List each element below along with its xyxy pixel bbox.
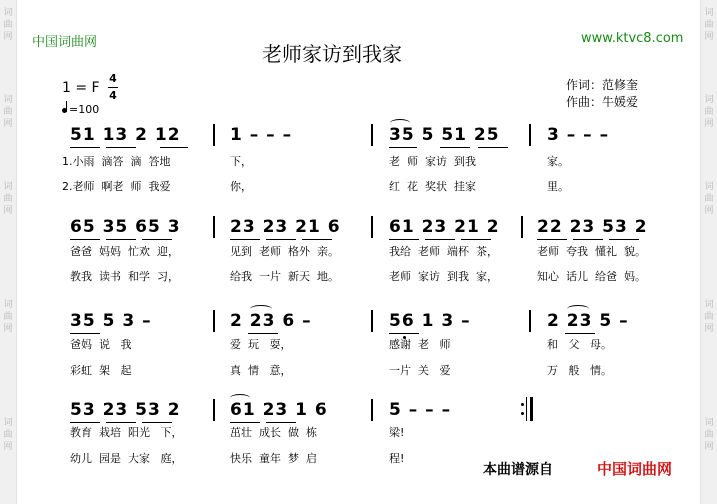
watermark-char: 网 <box>704 324 714 334</box>
row3-measure1-notes: 35 5 3 – <box>70 311 152 331</box>
eighth-underline <box>142 239 172 240</box>
row1-verse2-lyric: 红 花 奖状 挂家 <box>389 180 476 193</box>
left-watermark-strip <box>0 0 17 504</box>
row2-verse2-lyric: 知心 话儿 给爸 妈。 <box>537 270 646 283</box>
time-signature <box>108 71 118 104</box>
row1-measure4-notes: 3 – – – <box>547 125 610 145</box>
eighth-underline <box>609 239 639 240</box>
watermark-char: 网 <box>704 206 714 216</box>
row2-verse1-lyric: 见到 老师 格外 亲。 <box>230 245 339 258</box>
row3-measure2-notes: 2 23 6 – <box>230 311 312 331</box>
row1-verse2-lyric: 里。 <box>547 180 569 193</box>
repeat-dot <box>521 412 524 415</box>
watermark-char: 词 <box>704 300 714 310</box>
watermark-char: 词 <box>704 182 714 192</box>
watermark-char: 曲 <box>704 20 714 30</box>
eighth-underline <box>573 239 603 240</box>
watermark-char: 网 <box>3 119 13 129</box>
eighth-underline <box>389 147 417 148</box>
row3-verse2-lyric: 万 般 情。 <box>547 364 612 377</box>
watermark-char: 词 <box>3 182 13 192</box>
key-signature: 1 = F <box>62 80 100 96</box>
watermark-char: 词 <box>704 95 714 105</box>
watermark-char: 词 <box>3 8 13 18</box>
eighth-underline <box>106 239 136 240</box>
watermark-char: 曲 <box>3 430 13 440</box>
row3-verse1-lyric: 爸妈 说 我 <box>70 338 132 351</box>
watermark-char: 词 <box>3 418 13 428</box>
watermark-char: 网 <box>704 442 714 452</box>
row3-measure3-notes: 56 1 3 – <box>389 311 471 331</box>
bar-line <box>529 310 531 332</box>
eighth-underline <box>440 147 470 148</box>
row4-measure2-notes: 61 23 1 6 <box>230 400 328 420</box>
tempo-value: =100 <box>69 103 100 116</box>
row2-verse1-lyric: 我给 老师 端杯 茶， <box>389 245 498 258</box>
quarter-note-icon <box>62 108 67 113</box>
watermark-char: 词 <box>704 418 714 428</box>
eighth-underline <box>248 333 278 334</box>
eighth-underline <box>266 422 296 423</box>
row1-verse2-lyric: 2.老师 啊老 师 我爱 <box>62 180 171 193</box>
song-title: 老师家访到我家 <box>262 42 402 66</box>
row2-verse2-lyric: 给我 一片 新天 地。 <box>230 270 339 283</box>
eighth-underline <box>70 147 100 148</box>
eighth-underline <box>142 422 172 423</box>
row1-verse1-lyric: 老 师 家访 到我 <box>389 155 476 168</box>
eighth-underline <box>106 147 136 148</box>
row1-verse2-lyric: 你， <box>230 180 252 193</box>
bar-line <box>213 310 215 332</box>
watermark-char: 网 <box>704 32 714 42</box>
eighth-underline <box>537 239 567 240</box>
row2-verse2-lyric: 老师 家访 到我 家， <box>389 270 498 283</box>
row3-verse2-lyric: 真 情 意， <box>230 364 292 377</box>
watermark-char: 曲 <box>3 20 13 30</box>
right-watermark-strip <box>700 0 717 504</box>
watermark-char: 词 <box>3 95 13 105</box>
tie-arc <box>250 305 272 313</box>
eighth-underline <box>106 422 136 423</box>
row2-verse1-lyric: 爸爸 妈妈 忙欢 迎， <box>70 245 179 258</box>
watermark-char: 曲 <box>704 312 714 322</box>
row3-measure4-notes: 2 23 5 – <box>547 311 629 331</box>
lyricist-credit: 作词：范修奎 <box>566 78 639 92</box>
row4-verse1-lyric: 茁壮 成长 做 栋 <box>230 426 317 439</box>
tie-arc <box>230 394 250 402</box>
time-signature-bottom: 4 <box>109 89 117 102</box>
watermark-char: 网 <box>3 32 13 42</box>
row3-verse2-lyric: 彩虹 架 起 <box>70 364 132 377</box>
row3-verse1-lyric: 和 父 母。 <box>547 338 612 351</box>
row1-verse1-lyric: 家。 <box>547 155 569 168</box>
row4-verse1-lyric: 教育 栽培 阳光 下， <box>70 426 183 439</box>
row2-measure2-notes: 23 23 21 6 <box>230 217 341 237</box>
eighth-underline <box>389 333 419 334</box>
repeat-dot <box>521 403 524 406</box>
bar-line <box>529 124 531 146</box>
row2-verse2-lyric: 教我 读书 和学 习， <box>70 270 179 283</box>
row4-verse2-lyric: 快乐 童年 梦 启 <box>230 452 317 465</box>
bar-line <box>371 310 373 332</box>
eighth-underline <box>70 333 100 334</box>
bar-line <box>521 216 523 238</box>
bar-line <box>213 216 215 238</box>
row4-measure1-notes: 53 23 53 2 <box>70 400 181 420</box>
final-bar-thick <box>530 397 533 421</box>
row4-verse1-lyric: 梁! <box>389 426 405 439</box>
watermark-char: 曲 <box>3 194 13 204</box>
row1-verse1-lyric: 1.小雨 滴答 滴 答地 <box>62 155 171 168</box>
site-url[interactable]: www.ktvc8.com <box>581 31 684 46</box>
watermark-char: 网 <box>3 442 13 452</box>
row2-measure1-notes: 65 35 65 3 <box>70 217 181 237</box>
bar-line <box>213 124 215 146</box>
row3-verse1-lyric: 感谢 老 师 <box>389 338 451 351</box>
eighth-underline <box>302 239 332 240</box>
watermark-char: 曲 <box>3 107 13 117</box>
row3-verse2-lyric: 一片 关 爱 <box>389 364 451 377</box>
watermark-char: 曲 <box>704 107 714 117</box>
bar-line <box>371 399 373 421</box>
row4-verse2-lyric: 幼儿 园是 大家 庭， <box>70 452 183 465</box>
eighth-underline <box>70 239 100 240</box>
watermark-char: 网 <box>3 324 13 334</box>
source-label: 本曲谱源自 <box>483 462 553 478</box>
row4-verse2-lyric: 程! <box>389 452 405 465</box>
eighth-underline <box>461 239 491 240</box>
watermark-char: 词 <box>3 300 13 310</box>
bar-line <box>371 124 373 146</box>
watermark-char: 曲 <box>704 194 714 204</box>
watermark-char: 网 <box>704 119 714 129</box>
row2-measure4-notes: 22 23 53 2 <box>537 217 648 237</box>
row2-measure3-notes: 61 23 21 2 <box>389 217 500 237</box>
row1-measure3-notes: 35 5 51 25 <box>389 125 500 145</box>
tempo-marking <box>62 103 99 116</box>
watermark-char: 曲 <box>704 430 714 440</box>
tie-arc <box>567 305 589 313</box>
row1-measure2-notes: 1 – – – <box>230 125 293 145</box>
eighth-underline <box>230 239 260 240</box>
watermark-char: 词 <box>704 8 714 18</box>
eighth-underline <box>160 147 188 148</box>
eighth-underline <box>565 333 595 334</box>
eighth-underline <box>478 147 508 148</box>
eighth-underline <box>230 422 260 423</box>
eighth-underline <box>425 239 455 240</box>
source-site-link[interactable]: 中国词曲网 <box>597 460 673 478</box>
eighth-underline <box>70 422 100 423</box>
watermark-char: 曲 <box>3 312 13 322</box>
row1-verse1-lyric: 下， <box>230 155 252 168</box>
row4-measure3-notes: 5 – – – <box>389 400 452 420</box>
final-bar-thin <box>526 397 527 421</box>
row1-measure1-notes: 51 13 2 12 <box>70 125 181 145</box>
eighth-underline <box>266 239 296 240</box>
time-signature-top: 4 <box>109 72 117 85</box>
eighth-underline <box>389 239 419 240</box>
composer-credit: 作曲：牛媛爱 <box>566 95 639 109</box>
bar-line <box>371 216 373 238</box>
tie-arc <box>390 119 410 127</box>
site-name[interactable]: 中国词曲网 <box>32 35 98 50</box>
watermark-char: 网 <box>3 206 13 216</box>
bar-line <box>213 399 215 421</box>
row2-verse1-lyric: 老师 夸我 懂礼 貌。 <box>537 245 646 258</box>
row3-verse1-lyric: 爱 玩 耍， <box>230 338 292 351</box>
